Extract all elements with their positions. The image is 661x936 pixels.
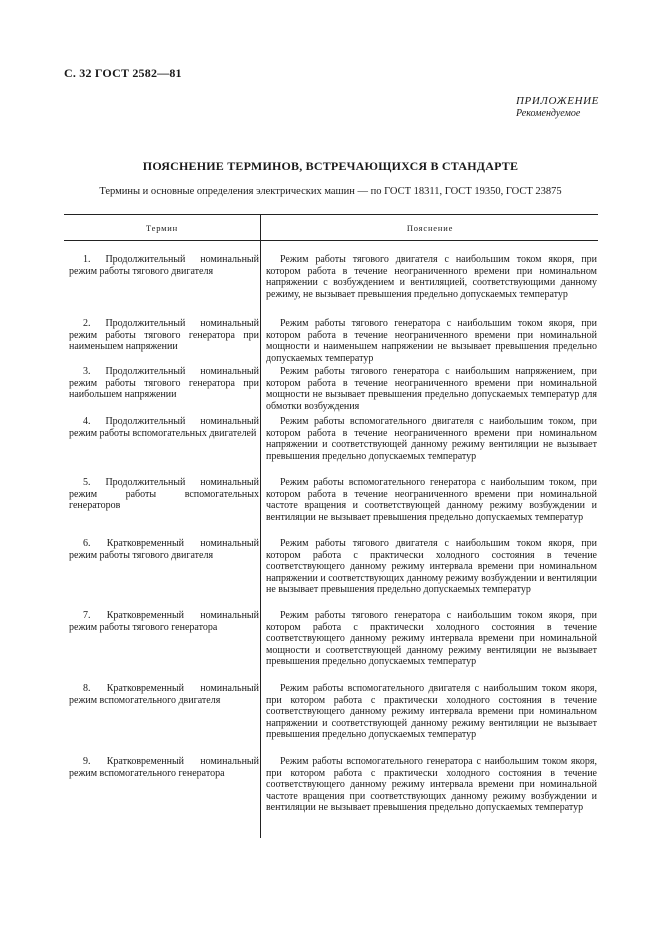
terms-table <box>64 214 598 838</box>
appendix-label <box>516 95 599 119</box>
term-cell: 5. Продолжительный номинальный режим работы вспомогательных генераторов <box>69 477 259 512</box>
term-cell: 9. Кратковременный номинальный режим вспомогательного генератора <box>69 756 259 779</box>
table-column-divider <box>260 214 261 838</box>
term-cell: 8. Кратковременный номинальный режим вспомогательного двигателя <box>69 683 259 706</box>
explanation-cell: Режим работы вспомогательного двигателя с наибольшим током якоря, при котором работа с практически холодного состояния в течение соответствующего данному режиму интервала времени при номинальном напряжении и соответствующей данному режиму вентиляции не вызывает превышения предельно допускаемых температур <box>266 683 597 741</box>
term-cell: 7. Кратковременный номинальный режим работы тягового генератора <box>69 610 259 633</box>
term-cell: 1. Продолжительный номинальный режим работы тягового двигателя <box>69 254 259 277</box>
term-cell: 2. Продолжительный номинальный режим работы тягового генератора при наименьшем напряжении <box>69 318 259 353</box>
explanation-cell: Режим работы тягового генератора с наибольшим током якоря, при котором работа с практически холодного состояния в течение соответствующего данному режиму интервала времени при номинальной мощности и соответствующей данному режиму вентиляции не вызывает превышения предельно допускаемых температур <box>266 610 597 668</box>
page-header: С. 32 ГОСТ 2582—81 <box>64 66 182 80</box>
term-cell: 4. Продолжительный номинальный режим работы вспомогательных двигателей <box>69 416 259 439</box>
explanation-cell: Режим работы вспомогательного генератора с наибольшим током, при котором работа в течение неограниченного времени при номинальной частоте вращения и соответствующей данному режиму возбуждении и вентиляции не вызывает превышения предельно допускаемых температур <box>266 477 597 523</box>
term-cell: 3. Продолжительный номинальный режим работы тягового генератора при наибольшем напряжении <box>69 366 259 401</box>
term-cell: 6. Кратковременный номинальный режим работы тягового двигателя <box>69 538 259 561</box>
appendix-title: ПРИЛОЖЕНИЕ <box>516 95 599 107</box>
explanation-cell: Режим работы тягового генератора с наибольшим напряжением, при котором работа в течение неограниченного времени при номинальной мощности не вызывает превышения предельно допускаемых температур для обмотки возбуждения <box>266 366 597 412</box>
appendix-note: Рекомендуемое <box>516 108 581 119</box>
table-top-rule <box>64 214 598 215</box>
explanation-cell: Режим работы тягового двигателя с наибольшим током якоря, при котором работа с практически холодного состояния в течение соответствующего данному режиму интервала времени при номинальном напряжении и соответствующих данному режиму возбуждении и вентиляции не вызывает превышения предельно допускаемых температур <box>266 538 597 596</box>
table-header-rule <box>64 240 598 241</box>
explanation-cell: Режим работы вспомогательного двигателя с наибольшим током, при котором работа в течение неограниченного времени при номинальном напряжении и соответствующей данному режиму вентиляции не вызывает превышения предельно допускаемых температур <box>266 416 597 462</box>
explanation-cell: Режим работы тягового двигателя с наибольшим током якоря, при котором работа в течение неограниченного времени при номинальном напряжении с возбуждением и вентиляцией, соответствующими данному режиму, не вызывает превышения предельно допускаемых температур <box>266 254 597 300</box>
column-header-term: Термин <box>145 223 179 233</box>
document-subtitle: Термины и основные определения электрических машин — по ГОСТ 18311, ГОСТ 19350, ГОСТ 23875 <box>99 186 562 197</box>
explanation-cell: Режим работы тягового генератора с наибольшим током якоря, при котором работа в течение неограниченного времени при номинальной мощности и наименьшем напряжении не вызывает превышения предельно допускаемых температур <box>266 318 597 364</box>
column-header-explanation: Пояснение <box>406 223 454 233</box>
document-title: ПОЯСНЕНИЕ ТЕРМИНОВ, ВСТРЕЧАЮЩИХСЯ В СТАНДАРТЕ <box>142 159 519 173</box>
explanation-cell: Режим работы вспомогательного генератора с наибольшим током якоря, при котором работа с практически холодного состояния в течение соответствующего данному режиму интервала времени при номинальной частоте вращения при соответствующих данному режиму возбуждении и вентиляции не вызывает превышения предельно допускаемых температур <box>266 756 597 814</box>
